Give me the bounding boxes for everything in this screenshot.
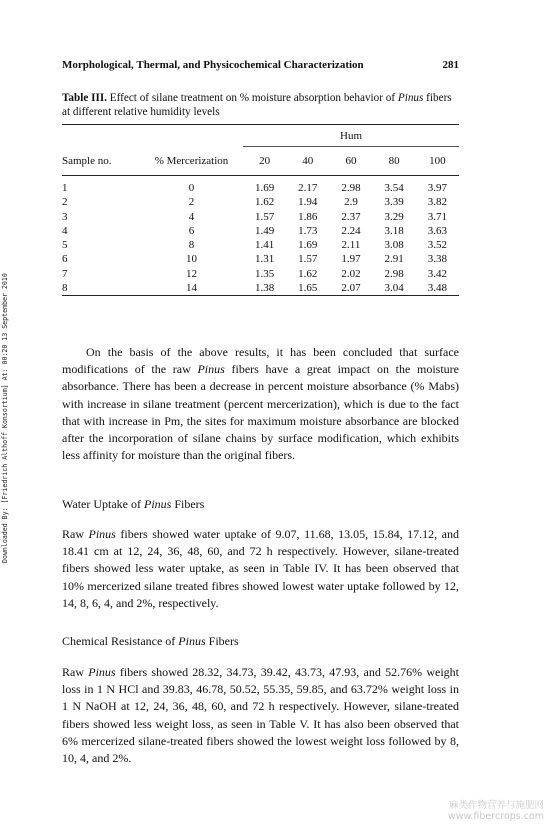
cell-mercerization: 8: [188, 239, 195, 252]
para-text: Raw: [62, 527, 89, 541]
cell-sample: 3: [62, 210, 68, 223]
para-text: fibers have a great impact on the moisture absorbance. There has been a decrease in percent moisture absorbance (% Mabs) with increase in silane treatment (percent mercerization), which is due to the fact that with increase in Pm, the sites for maximum moisture absorbance are blocked after the incorporation of silane chains by surface modification, which exhibits less affinity for moisture than the original fibers.: [62, 362, 460, 463]
watermark-line: www.fibercrops.com: [447, 811, 544, 822]
header-hum-20: 20: [243, 147, 286, 176]
site-watermark: [448, 800, 544, 822]
watermark-line: 麻类作物营养与施肥网: [448, 800, 544, 811]
table-row: [62, 252, 459, 266]
table-row: [62, 267, 459, 281]
running-head: [62, 59, 459, 71]
section-heading-water-uptake: [62, 497, 204, 512]
cell-value: 3.97: [427, 182, 447, 194]
cell-mercerization: 12: [186, 267, 197, 280]
cell-value: 1.65: [286, 281, 329, 296]
header-mercerization: % Mercerization: [140, 147, 243, 176]
water-uptake-paragraph: [62, 526, 459, 612]
cell-value: 3.71: [427, 210, 447, 223]
cell-sample: 8: [62, 281, 140, 296]
cell-sample: 1: [62, 182, 68, 194]
cell-value: 1.31: [254, 253, 275, 266]
cell-value: 1.49: [254, 224, 275, 237]
running-head-title: Morphological, Thermal, and Physicochemical Characterization: [62, 59, 364, 71]
cell-sample: 5: [62, 239, 68, 252]
cell-value: 2.98: [384, 267, 404, 280]
table-caption: [62, 91, 459, 119]
table-row: [62, 195, 459, 209]
cell-value: 3.82: [427, 196, 447, 209]
download-stamp: Downloaded By: [Friedrich Althoff Konsortium] At: 00:20 13 September 2010: [1, 273, 9, 563]
cell-value: 1.35: [254, 267, 275, 280]
table-caption-text-end: fibers at different relative humidity levels: [62, 92, 452, 118]
cell-value: 3.48: [416, 281, 459, 296]
cell-mercerization: 4: [188, 210, 195, 223]
cell-mercerization: 10: [186, 253, 197, 266]
cell-value: 1.86: [298, 210, 318, 223]
cell-sample: 6: [62, 253, 68, 266]
cell-value: 2.02: [341, 267, 361, 280]
cell-value: 1.62: [254, 196, 275, 209]
cell-sample: 4: [62, 224, 68, 237]
conclusion-paragraph: [62, 344, 459, 464]
cell-value: 3.42: [427, 267, 447, 280]
humidity-group-header: Hum: [243, 125, 459, 147]
moisture-absorption-table: [62, 124, 459, 296]
cell-value: 3.29: [384, 210, 404, 223]
table-row: [62, 210, 459, 224]
table-row: [62, 181, 459, 195]
table-row: [62, 238, 459, 252]
cell-value: 3.63: [427, 224, 447, 237]
heading-text: Chemical Resistance of: [62, 634, 179, 648]
header-hum-60: 60: [329, 147, 372, 176]
header-hum-100: 100: [416, 147, 459, 176]
cell-value: 3.52: [427, 239, 447, 252]
cell-value: 1.69: [298, 239, 318, 252]
heading-italic: Pinus: [178, 634, 206, 648]
cell-mercerization: 6: [188, 224, 195, 237]
table-caption-label: Table III.: [62, 92, 107, 104]
cell-value: 2.91: [384, 253, 404, 266]
cell-value: 2.07: [329, 281, 372, 296]
table-caption-text: Effect of silane treatment on % moisture absorption behavior of: [106, 92, 398, 104]
para-italic: Pinus: [88, 665, 116, 679]
cell-value: 1.97: [341, 253, 361, 266]
heading-text: Fibers: [171, 497, 205, 511]
table-caption-italic: Pinus: [397, 92, 424, 104]
cell-value: 2.11: [341, 239, 361, 252]
cell-mercerization: 0: [188, 182, 195, 194]
cell-value: 3.04: [373, 281, 416, 296]
chemical-resistance-paragraph: [62, 664, 459, 767]
cell-value: 1.41: [254, 239, 275, 252]
header-sample-no: Sample no.: [62, 147, 140, 176]
cell-sample: 7: [62, 267, 68, 280]
cell-mercerization: 2: [188, 196, 195, 209]
cell-value: 3.39: [384, 196, 404, 209]
cell-value: 2.37: [341, 210, 361, 223]
para-text: fibers showed 28.32, 34.73, 39.42, 43.73, 47.93, and 52.76% weight loss in 1 N HCl and 39.83, 46.78, 50.52, 55.35, 59.85, and 63.72% weight loss in 1 N NaOH at 12, 24, 36, 48, 60, and 72 h respectively. However, silane-treated fibers showed less weight loss, as seen in Table V. It has also been observed that 6% mercerized silane-treated fibers showed the lowest weight loss followed by 8, 10, 4, and 2%.: [62, 665, 460, 766]
cell-value: 2.17: [298, 182, 318, 194]
cell-value: 3.54: [384, 182, 404, 194]
table-row: [62, 281, 459, 296]
cell-value: 1.57: [254, 210, 275, 223]
para-text: Raw: [62, 665, 89, 679]
table-header-row: [62, 147, 459, 176]
para-italic: Pinus: [197, 362, 225, 377]
cell-value: 1.73: [298, 224, 318, 237]
cell-value: 2.24: [341, 224, 361, 237]
cell-sample: 2: [62, 196, 68, 209]
cell-value: 3.38: [427, 253, 447, 266]
para-italic: Pinus: [88, 527, 116, 541]
para-text: On the basis of the above results, it has been concluded that surface modifications of the raw: [62, 345, 459, 377]
cell-value: 1.69: [254, 182, 275, 194]
table-row: [62, 224, 459, 238]
header-hum-80: 80: [373, 147, 416, 176]
cell-value: 3.08: [384, 239, 404, 252]
heading-text: Fibers: [205, 634, 239, 648]
cell-value: 1.62: [298, 267, 318, 280]
header-hum-40: 40: [286, 147, 329, 176]
section-heading-chemical-resistance: [62, 634, 239, 649]
heading-text: Water Uptake of: [62, 497, 144, 511]
cell-value: 3.18: [384, 224, 404, 237]
cell-value: 1.57: [298, 253, 318, 266]
cell-mercerization: 14: [140, 281, 243, 296]
cell-value: 2.9: [344, 196, 358, 209]
cell-value: 1.94: [298, 196, 318, 209]
cell-value: 2.98: [341, 182, 361, 194]
page-number: 281: [442, 59, 459, 71]
heading-italic: Pinus: [144, 497, 172, 511]
cell-value: 1.38: [243, 281, 286, 296]
para-text: fibers showed water uptake of 9.07, 11.68, 13.05, 15.84, 17.12, and 18.41 cm at 12, 24, 36, 48, 60, and 72 h respectively. However, silane-treated fibers showed less water uptake, as seen in Table IV. It has been observed that 10% mercerized silane treated fibres showed lowest water uptake followed by 12, 14, 8, 6, 4, and 2%, respectively.: [62, 527, 459, 610]
